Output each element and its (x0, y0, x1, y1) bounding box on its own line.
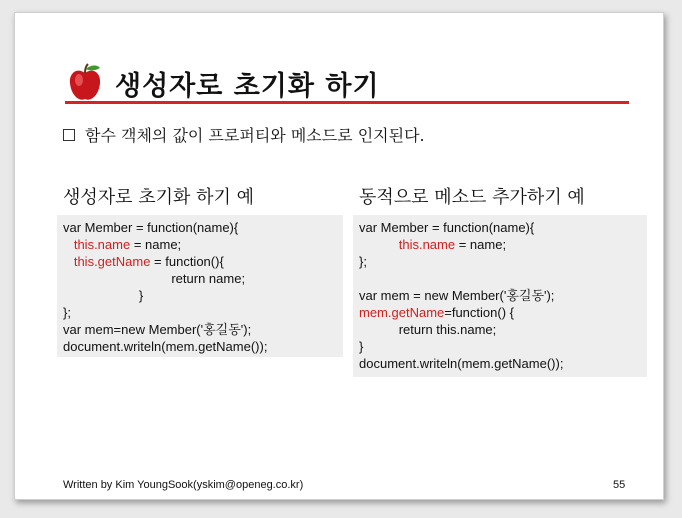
code-highlight: mem.getName (359, 305, 445, 320)
code-text (63, 237, 74, 252)
code-highlight: this.name (398, 237, 456, 252)
code-line (359, 236, 641, 253)
code-text: var mem = new Member('홍길동'); (359, 288, 555, 303)
code-text (359, 237, 399, 252)
left-code-block (57, 215, 343, 357)
code-text: }; (63, 305, 71, 320)
code-line (63, 338, 337, 355)
code-line (63, 253, 337, 270)
footer-author: Written by Kim YoungSook(yskim@openeg.co.kr) (63, 479, 304, 491)
code-line (63, 304, 337, 321)
code-text: =function() { (444, 305, 514, 320)
code-highlight: this.name (73, 237, 131, 252)
code-line (359, 304, 641, 321)
code-line (359, 338, 641, 355)
left-example-heading: 생성자로 초기화 하기 예 (63, 187, 255, 208)
apple-icon (67, 63, 103, 103)
code-line (359, 355, 641, 372)
code-line (359, 219, 641, 236)
right-example-heading: 동적으로 메소드 추가하기 예 (359, 187, 585, 208)
code-line (63, 321, 337, 338)
code-line (359, 287, 641, 304)
code-line (63, 270, 337, 287)
code-line (63, 287, 337, 304)
code-text: = name; (130, 237, 182, 252)
code-line (359, 270, 641, 287)
code-text: } (63, 288, 144, 303)
code-text: var mem=new Member('홍길동'); (63, 322, 252, 337)
slide (14, 12, 664, 500)
right-code-block (353, 215, 647, 377)
code-text: = name; (455, 237, 507, 252)
code-text (63, 254, 74, 269)
code-line (359, 253, 641, 270)
code-text: }; (359, 254, 367, 269)
code-text: var Member = function(name){ (63, 220, 239, 235)
code-text: return this.name; (359, 322, 497, 337)
code-line (63, 236, 337, 253)
page-number: 55 (613, 479, 626, 491)
title-row (67, 61, 380, 105)
code-highlight: this.getName (73, 254, 151, 269)
code-line (359, 321, 641, 338)
bullet-item (63, 123, 425, 146)
code-text: var Member = function(name){ (359, 220, 535, 235)
bullet-text: 함수 객체의 값이 프로퍼티와 메소드로 인지된다. (85, 126, 425, 145)
square-bullet-icon (63, 129, 75, 141)
code-text: document.writeln(mem.getName()); (63, 339, 268, 354)
code-text: } (359, 339, 364, 354)
code-text: document.writeln(mem.getName()); (359, 356, 564, 371)
code-text: = function(){ (150, 254, 224, 269)
title-divider (65, 101, 629, 104)
code-text: return name; (63, 271, 246, 286)
page-title: 생성자로 초기화 하기 (115, 70, 380, 102)
code-line (63, 219, 337, 236)
